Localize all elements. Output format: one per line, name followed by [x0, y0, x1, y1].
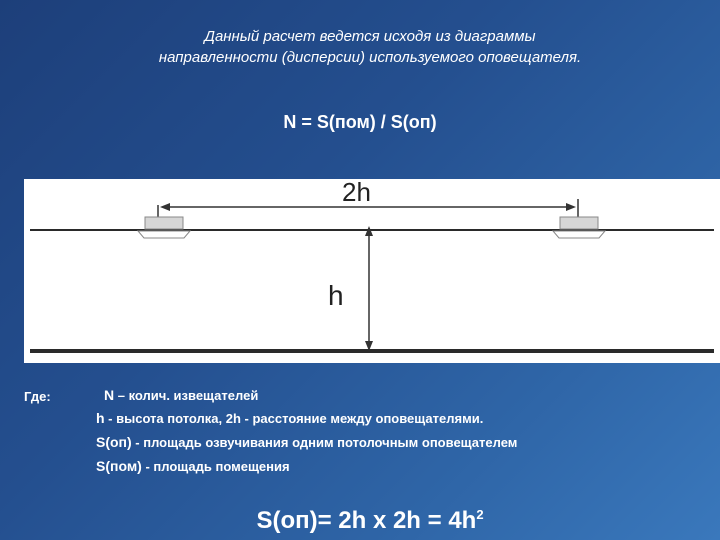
speaker-coverage-diagram	[24, 179, 720, 363]
legend-text: - площадь озвучивания одним потолочным оповещателем	[131, 435, 518, 450]
left-speaker-icon	[138, 205, 190, 238]
legend-term: S(пом)	[96, 458, 142, 474]
legend-item-s-pom	[96, 458, 290, 474]
result-exponent: 2	[476, 507, 484, 522]
legend-item-s-op	[96, 434, 517, 450]
height-label: h	[328, 280, 344, 311]
legend-item-n	[104, 387, 258, 403]
intro-line-1: Данный расчет ведется исходя из диаграммы	[204, 28, 536, 45]
legend-term: N	[104, 387, 115, 403]
result-expression: S(оп)= 2h x 2h = 4h	[256, 507, 477, 534]
result-formula	[0, 507, 720, 535]
main-formula: N = S(пом) / S(оп)	[283, 112, 437, 132]
legend-term: S(оп)	[96, 434, 132, 450]
right-speaker-icon	[553, 199, 605, 238]
intro-line-2: направленности (дисперсии) используемого оповещателя.	[158, 49, 582, 66]
intro-text	[70, 26, 670, 68]
span-label: 2h	[342, 179, 371, 207]
height-dimension-arrow	[365, 226, 373, 351]
legend-item-h	[96, 410, 483, 426]
legend-text: - площадь помещения	[141, 459, 290, 474]
legend-text: – колич. извещателей	[114, 388, 259, 403]
diagram-svg	[24, 179, 720, 363]
legend-term: h	[96, 410, 105, 426]
legend-text: - высота потолка, 2h - расстояние между оповещателями.	[104, 411, 484, 426]
legend-label: Где:	[24, 389, 51, 404]
